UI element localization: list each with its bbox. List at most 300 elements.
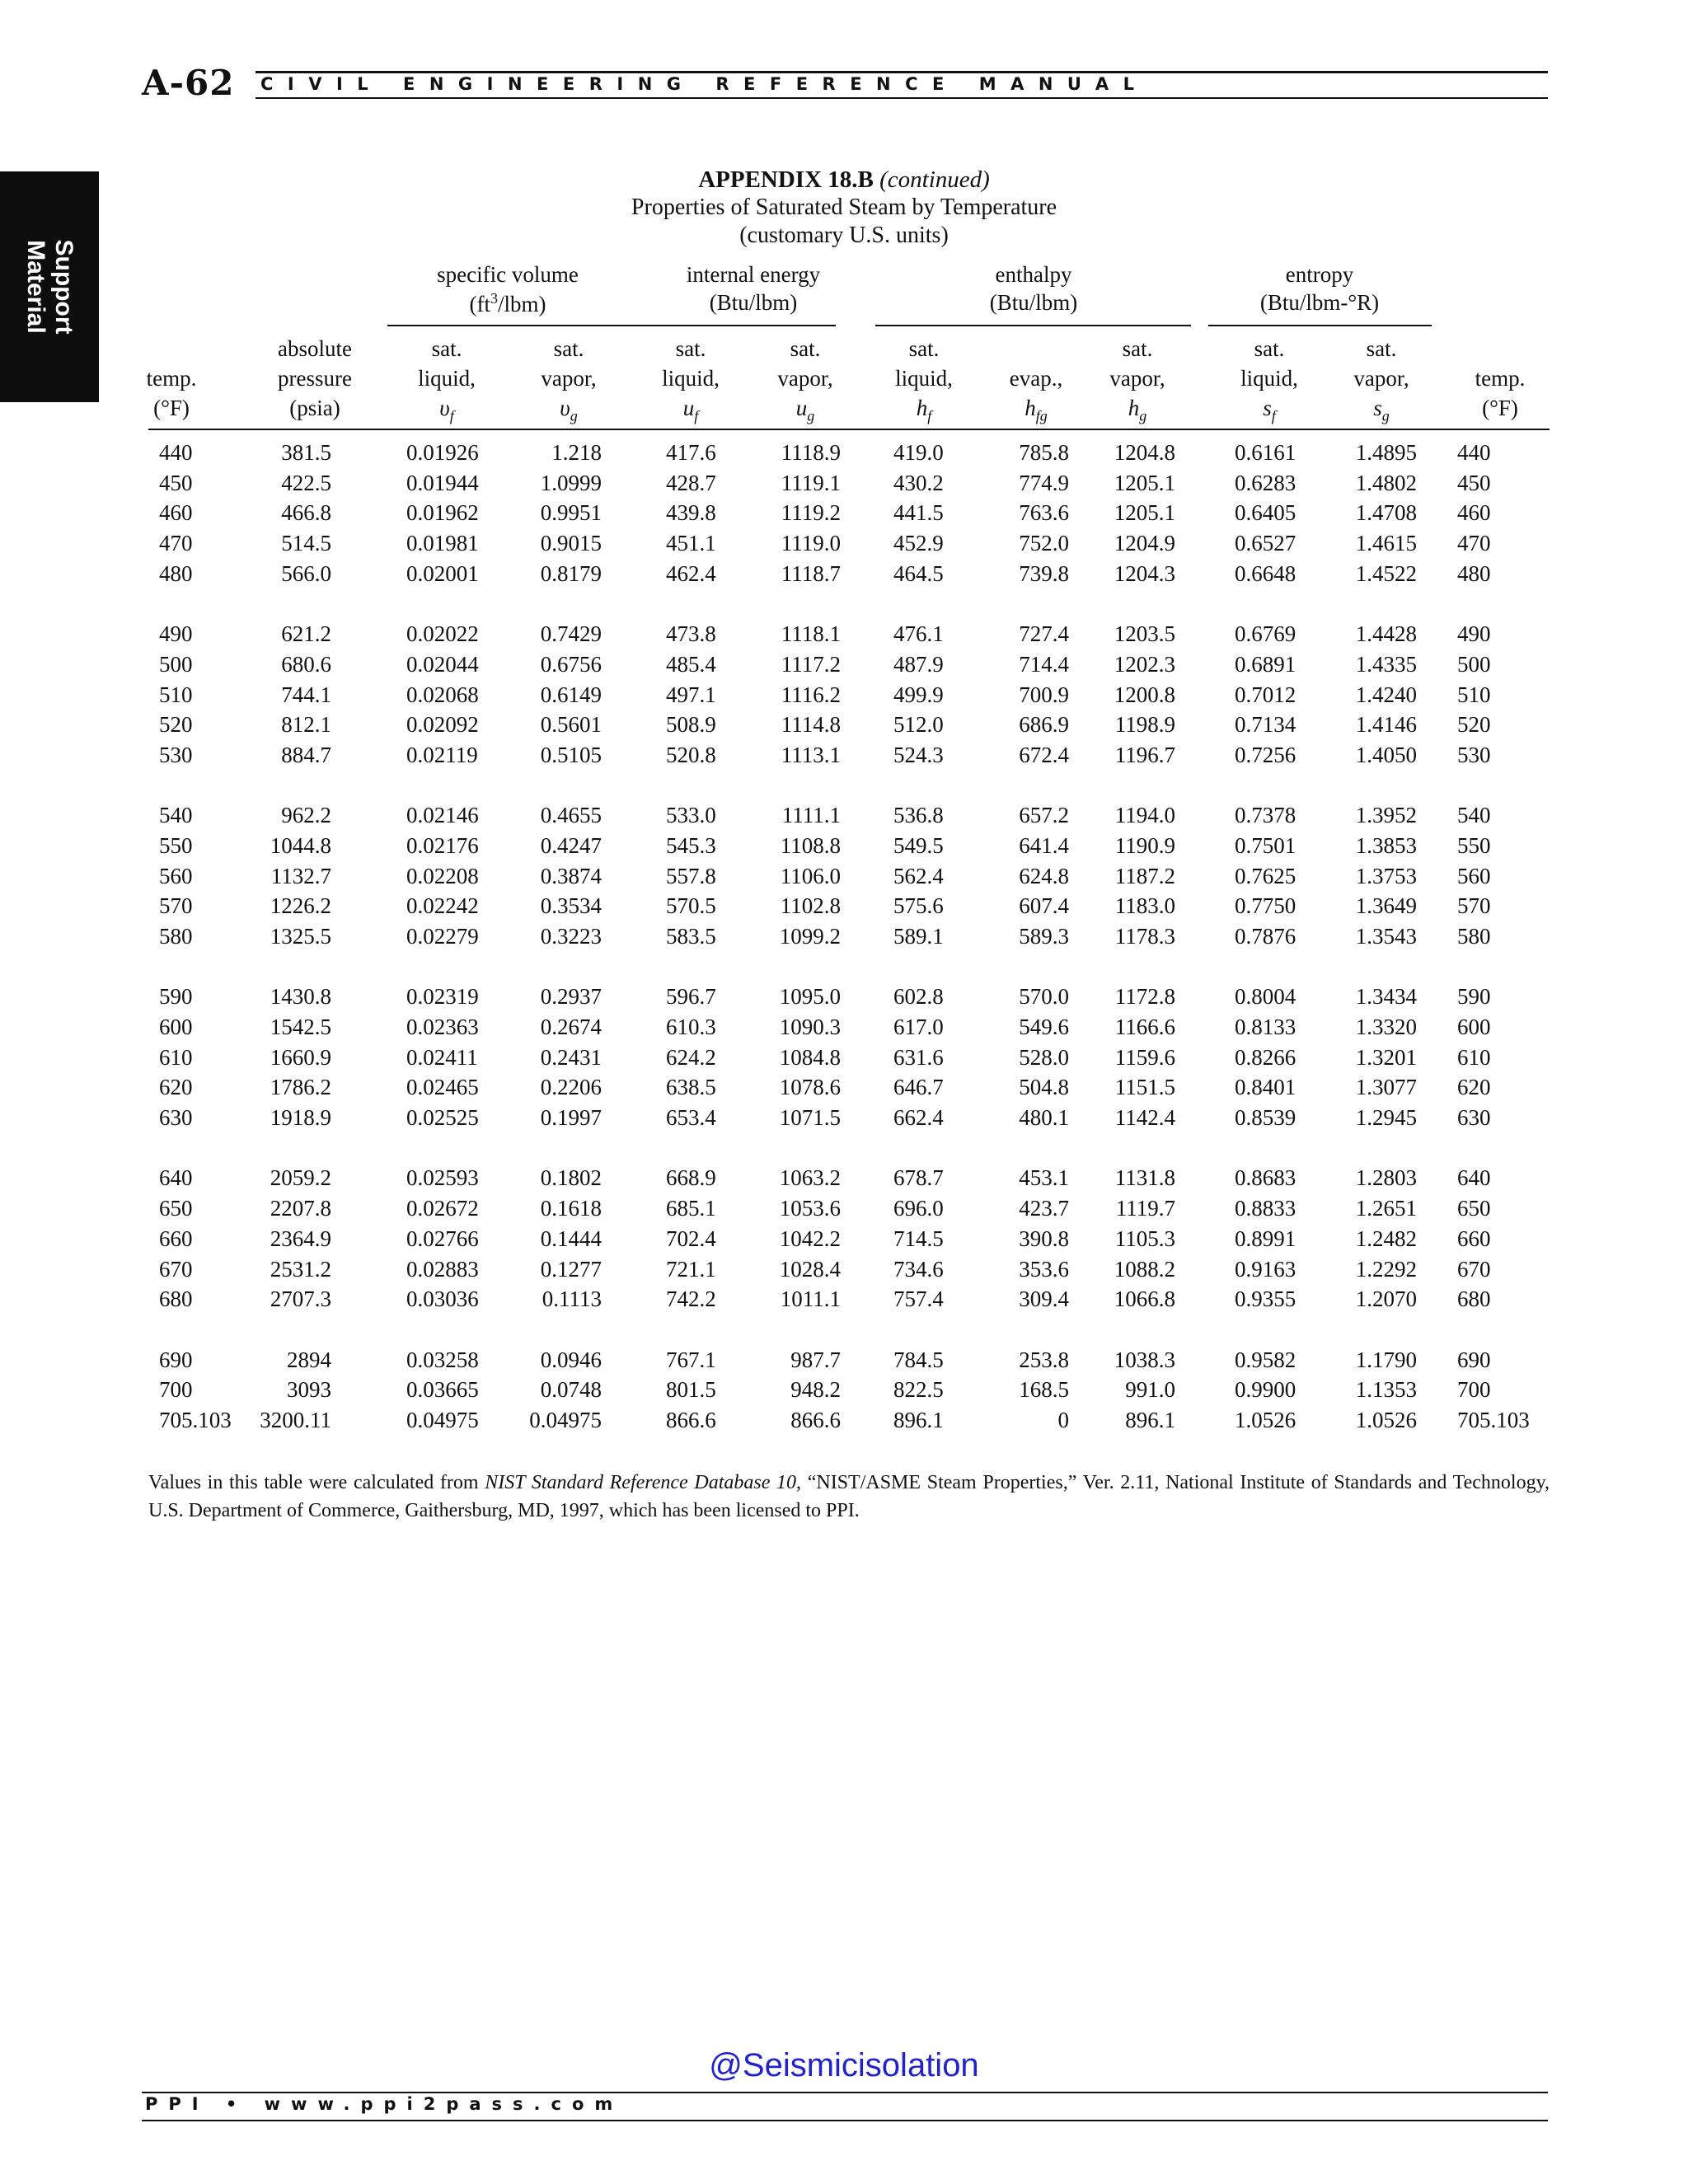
table-cell: 686.9 [1019, 712, 1069, 738]
table-footnote [148, 1469, 1550, 1525]
table-cell: 650 [159, 1196, 193, 1221]
table-cell: 560 [159, 863, 193, 888]
table-cell: 309.4 [1019, 1286, 1069, 1312]
table-cell: 460 [1457, 500, 1491, 526]
column-header-line2: liquid, [418, 366, 476, 391]
table-cell: 1131.8 [1114, 1165, 1175, 1191]
column-header-line1: sat. [1366, 336, 1397, 361]
table-cell: 549.5 [893, 832, 944, 858]
table-cell: 0.02146 [406, 803, 479, 828]
table-cell: 1084.8 [779, 1044, 841, 1070]
table-cell: 721.1 [666, 1256, 716, 1282]
table-cell: 650 [1457, 1196, 1491, 1221]
table-cell: 590 [159, 984, 193, 1010]
table-cell: 583.5 [666, 924, 716, 949]
table-cell: 0.02411 [406, 1044, 478, 1070]
table-cell: 0.1802 [540, 1165, 602, 1191]
table-cell: 0.02363 [406, 1015, 479, 1039]
table-cell: 0.02279 [406, 924, 479, 949]
table-cell: 0.1444 [540, 1226, 602, 1251]
table-cell: 596.7 [666, 984, 716, 1010]
table-cell: 480 [159, 560, 193, 586]
table-subtitle: Properties of Saturated Steam by Temperature [631, 194, 1057, 220]
group-header-rule [610, 325, 836, 326]
table-cell: 1.4428 [1355, 621, 1417, 647]
running-header-title: CIVIL ENGINEERING REFERENCE MANUAL [260, 74, 1149, 94]
table-cell: 390.8 [1019, 1226, 1069, 1251]
table-cell: 610 [159, 1044, 193, 1070]
table-cell: 1095.0 [779, 984, 841, 1010]
table-cell: 0.01944 [406, 470, 479, 495]
table-cell: 991.0 [1125, 1377, 1175, 1403]
table-cell: 1.0999 [540, 470, 602, 495]
column-header-line1: sat. [1122, 336, 1153, 361]
table-cell: 0.8683 [1235, 1165, 1296, 1191]
header-rule-lower [256, 97, 1548, 99]
table-cell: 1198.9 [1114, 712, 1175, 738]
table-cell: 812.1 [281, 712, 331, 738]
table-cell: 1.3649 [1355, 893, 1417, 919]
table-cell: 575.6 [893, 893, 944, 919]
table-cell: 0.7256 [1235, 742, 1296, 767]
table-cell: 450 [1457, 470, 1491, 495]
table-cell: 0.03036 [406, 1286, 479, 1312]
table-cell: 784.5 [893, 1347, 944, 1372]
table-cell: 1542.5 [270, 1015, 331, 1039]
table-cell: 2059.2 [270, 1165, 331, 1191]
table-cell: 690 [1457, 1347, 1491, 1372]
table-cell: 739.8 [1019, 560, 1069, 586]
table-cell: 1.4335 [1355, 651, 1417, 677]
group-header-rule [1208, 325, 1432, 326]
table-cell: 0.3874 [540, 863, 602, 888]
table-cell: 480 [1457, 560, 1491, 586]
table-cell: 508.9 [666, 712, 716, 738]
table-cell: 0.1277 [540, 1256, 602, 1282]
table-cell: 0.03665 [406, 1377, 479, 1403]
group-header-line2: (Btu/lbm-°R) [1259, 290, 1380, 315]
table-cell: 668.9 [666, 1165, 716, 1191]
table-cell: 2707.3 [270, 1286, 331, 1312]
column-header-symbol: $s_f$ [1263, 396, 1276, 424]
table-cell: 540 [1457, 803, 1491, 828]
table-cell: 1071.5 [779, 1105, 841, 1131]
table-cell: 0.9951 [540, 500, 602, 526]
continued-label: (continued) [879, 166, 990, 193]
table-cell: 0.3534 [540, 893, 602, 919]
table-cell: 1202.3 [1114, 651, 1175, 677]
group-header-line1: specific volume [437, 262, 579, 287]
table-cell: 453.1 [1019, 1165, 1069, 1191]
column-header-symbol: (psia) [289, 396, 340, 420]
table-cell: 602.8 [893, 984, 944, 1010]
table-cell: 3093 [287, 1377, 331, 1403]
table-cell: 1066.8 [1114, 1286, 1175, 1312]
table-cell: 480.1 [1019, 1105, 1069, 1131]
table-cell: 0 [1057, 1407, 1069, 1432]
table-cell: 801.5 [666, 1377, 716, 1403]
table-cell: 0.6648 [1235, 560, 1296, 586]
table-cell: 2894 [287, 1347, 331, 1372]
table-cell: 866.6 [666, 1407, 716, 1432]
table-cell: 1119.7 [1115, 1196, 1175, 1221]
table-cell: 621.2 [281, 621, 331, 647]
table-cell: 1.4522 [1355, 560, 1417, 586]
table-cell: 580 [159, 924, 193, 949]
table-cell: 0.0748 [540, 1377, 602, 1403]
column-header-symbol: $h_{fg}$ [1025, 396, 1048, 424]
table-cell: 490 [159, 621, 193, 647]
group-header-line2: $(ft^3/lbm)$ [469, 290, 546, 316]
table-cell: 948.2 [790, 1377, 841, 1403]
table-cell: 1183.0 [1114, 893, 1175, 919]
table-cell: 1118.7 [781, 560, 841, 586]
table-cell: 466.8 [281, 500, 331, 526]
table-cell: 670 [159, 1256, 193, 1282]
table-cell: 550 [1457, 832, 1491, 858]
table-cell: 500 [159, 651, 193, 677]
table-cell: 1119.1 [781, 470, 841, 495]
column-header-line2: liquid, [1240, 366, 1298, 391]
table-cell: 510 [159, 682, 193, 707]
table-cell: 1.218 [551, 440, 602, 465]
table-cell: 381.5 [281, 440, 331, 465]
table-cell: 672.4 [1019, 742, 1069, 767]
table-cell: 662.4 [893, 1105, 944, 1131]
table-cell: 1099.2 [779, 924, 841, 949]
table-cell: 0.7501 [1235, 832, 1296, 858]
table-cell: 680 [1457, 1286, 1491, 1312]
table-cell: 1660.9 [270, 1044, 331, 1070]
column-header-line2: vapor, [1109, 366, 1165, 391]
table-cell: 1205.1 [1114, 470, 1175, 495]
table-cell: 0.8539 [1235, 1105, 1296, 1131]
table-cell: 752.0 [1019, 531, 1069, 556]
table-cell: 670 [1457, 1256, 1491, 1282]
footnote-post: , “NIST/ASME Steam Properties,” Ver. 2.11, National Institute of Standards and Technology, U.S. Department of Commerce, Gaithersburg, MD, 1997, which has been licensed to PPI. [148, 1472, 1550, 1521]
table-cell: 620 [1457, 1075, 1491, 1100]
table-cell: 0.9015 [540, 531, 602, 556]
table-cell: 1114.8 [781, 712, 841, 738]
table-cell: 545.3 [666, 832, 716, 858]
table-cell: 1.2803 [1355, 1165, 1417, 1191]
table-cell: 423.7 [1019, 1196, 1069, 1221]
table-cell: 476.1 [893, 621, 944, 647]
table-cell: 1.2945 [1355, 1105, 1417, 1131]
table-cell: 549.6 [1019, 1015, 1069, 1039]
table-cell: 1117.2 [781, 651, 841, 677]
column-header-symbol: (°F) [1482, 396, 1518, 420]
table-cell: 1325.5 [270, 924, 331, 949]
table-cell: 1178.3 [1114, 924, 1175, 949]
table-cell: 0.9163 [1235, 1256, 1296, 1282]
table-cell: 624.8 [1019, 863, 1069, 888]
table-cell: 646.7 [893, 1075, 944, 1100]
table-cell: 896.1 [1125, 1407, 1175, 1432]
table-cell: 610 [1457, 1044, 1491, 1070]
table-cell: 0.8401 [1235, 1075, 1296, 1100]
table-cell: 0.5601 [540, 712, 602, 738]
table-cell: 0.02208 [406, 863, 479, 888]
table-cell: 742.2 [666, 1286, 716, 1312]
table-cell: 1028.4 [779, 1256, 841, 1282]
watermark-text: @Seismicisolation [709, 2047, 979, 2083]
table-cell: 607.4 [1019, 893, 1069, 919]
table-cell: 0.9582 [1235, 1347, 1296, 1372]
table-cell: 1.2482 [1355, 1226, 1417, 1251]
table-cell: 714.5 [893, 1226, 944, 1251]
table-cell: 0.4247 [540, 832, 602, 858]
table-cell: 487.9 [893, 651, 944, 677]
table-cell: 1038.3 [1114, 1347, 1175, 1372]
table-cell: 1088.2 [1114, 1256, 1175, 1282]
table-cell: 1196.7 [1114, 742, 1175, 767]
table-cell: 536.8 [893, 803, 944, 828]
side-tab-line2: Material [22, 240, 49, 334]
column-header-line1: sat. [553, 336, 584, 361]
table-cell: 1918.9 [270, 1105, 331, 1131]
table-cell: 1.1353 [1355, 1377, 1417, 1403]
table-cell: 0.02119 [406, 742, 478, 767]
table-cell: 700.9 [1019, 682, 1069, 707]
group-header-rule [387, 325, 628, 326]
table-cell: 0.02593 [406, 1165, 479, 1191]
table-cell: 1106.0 [780, 863, 841, 888]
table-header-rule [148, 429, 1550, 430]
table-cell: 0.7378 [1235, 803, 1296, 828]
header-rule [256, 71, 1548, 73]
table-cell: 866.6 [790, 1407, 841, 1432]
table-cell: 0.8266 [1235, 1044, 1296, 1070]
table-cell: 2207.8 [270, 1196, 331, 1221]
table-cell: 0.9355 [1235, 1286, 1296, 1312]
table-cell: 1011.1 [780, 1286, 841, 1312]
table-cell: 439.8 [666, 500, 716, 526]
table-cell: 464.5 [893, 560, 944, 586]
table-cell: 589.3 [1019, 924, 1069, 949]
column-header-line1: sat. [790, 336, 821, 361]
table-cell: 1194.0 [1114, 803, 1175, 828]
table-cell: 562.4 [893, 863, 944, 888]
table-cell: 3200.11 [260, 1407, 331, 1432]
table-cell: 1204.9 [1114, 531, 1175, 556]
page-number: A-62 [142, 63, 235, 103]
column-header-symbol: $\upsilon_f$ [439, 396, 454, 424]
group-header-line2: (Btu/lbm) [989, 290, 1078, 315]
table-cell: 0.04975 [529, 1407, 602, 1432]
table-cell: 0.0946 [540, 1347, 602, 1372]
table-cell: 884.7 [281, 742, 331, 767]
table-cell: 470 [1457, 531, 1491, 556]
table-cell: 0.7876 [1235, 924, 1296, 949]
column-header-line2: temp. [146, 366, 197, 391]
table-cell: 530 [1457, 742, 1491, 767]
table-cell: 353.6 [1019, 1256, 1069, 1282]
table-cell: 0.2937 [540, 984, 602, 1010]
table-cell: 0.02465 [406, 1075, 479, 1100]
table-cell: 1.2070 [1355, 1286, 1417, 1312]
table-cell: 1090.3 [779, 1015, 841, 1039]
column-header-symbol: $\upsilon_g$ [560, 396, 578, 424]
table-cell: 570.0 [1019, 984, 1069, 1010]
table-cell: 512.0 [893, 712, 944, 738]
table-cell: 1.2651 [1355, 1196, 1417, 1221]
table-cell: 690 [159, 1347, 193, 1372]
table-cell: 896.1 [893, 1407, 944, 1432]
table-cell: 0.9900 [1235, 1377, 1296, 1403]
table-cell: 678.7 [893, 1165, 944, 1191]
table-cell: 570 [159, 893, 193, 919]
table-cell: 419.0 [893, 440, 944, 465]
table-cell: 1.3201 [1355, 1044, 1417, 1070]
table-cell: 1.3952 [1355, 803, 1417, 828]
table-cell: 441.5 [893, 500, 944, 526]
table-cell: 460 [159, 500, 193, 526]
table-cell: 1172.8 [1114, 984, 1175, 1010]
table-cell: 600 [159, 1015, 193, 1039]
column-header-symbol: (°F) [153, 396, 190, 420]
table-cell: 1.4895 [1355, 440, 1417, 465]
table-cell: 0.7625 [1235, 863, 1296, 888]
table-cell: 757.4 [893, 1286, 944, 1312]
table-cell: 1108.8 [780, 832, 841, 858]
table-cell: 1.3853 [1355, 832, 1417, 858]
table-cell: 1.3543 [1355, 924, 1417, 949]
table-cell: 0.02176 [406, 832, 479, 858]
table-cell: 767.1 [666, 1347, 716, 1372]
table-cell: 0.3223 [540, 924, 602, 949]
table-cell: 2531.2 [270, 1256, 331, 1282]
table-cell: 504.8 [1019, 1075, 1069, 1100]
table-cell: 610.3 [666, 1015, 716, 1039]
footnote-source: NIST Standard Reference Database 10 [485, 1472, 797, 1493]
table-cell: 1118.9 [781, 440, 841, 465]
table-cell: 653.4 [666, 1105, 716, 1131]
table-cell: 0.2206 [540, 1075, 602, 1100]
table-cell: 0.6405 [1235, 500, 1296, 526]
column-header-line1: sat. [675, 336, 706, 361]
table-cell: 1132.7 [270, 863, 331, 888]
table-cell: 1.3753 [1355, 863, 1417, 888]
table-cell: 734.6 [893, 1256, 944, 1282]
table-cell: 620 [159, 1075, 193, 1100]
table-cell: 702.4 [666, 1226, 716, 1251]
column-header-line1: absolute [278, 336, 352, 361]
table-cell: 0.8991 [1235, 1226, 1296, 1251]
appendix-title [0, 166, 1688, 194]
table-cell: 0.4655 [540, 803, 602, 828]
table-cell: 0.6283 [1235, 470, 1296, 495]
footnote-pre: Values in this table were calculated from [148, 1472, 485, 1493]
table-cell: 0.7750 [1235, 893, 1296, 919]
table-cell: 1.2292 [1355, 1256, 1417, 1282]
table-cell: 641.4 [1019, 832, 1069, 858]
footer-rule-lower [142, 2120, 1548, 2121]
table-cell: 566.0 [281, 560, 331, 586]
table-cell: 700 [1457, 1377, 1491, 1403]
column-header-line2: pressure [278, 366, 352, 391]
table-cell: 1430.8 [270, 984, 331, 1010]
table-cell: 1.4146 [1355, 712, 1417, 738]
table-cell: 520 [1457, 712, 1491, 738]
table-cell: 680.6 [281, 651, 331, 677]
table-cell: 0.02525 [406, 1105, 479, 1131]
table-cell: 640 [159, 1165, 193, 1191]
table-cell: 570.5 [666, 893, 716, 919]
table-cell: 1063.2 [779, 1165, 841, 1191]
table-cell: 1200.8 [1114, 682, 1175, 707]
table-cell: 0.8133 [1235, 1015, 1296, 1039]
table-cell: 763.6 [1019, 500, 1069, 526]
table-cell: 1.3320 [1355, 1015, 1417, 1039]
appendix-number: APPENDIX 18.B [698, 166, 874, 193]
table-cell: 1.3077 [1355, 1075, 1417, 1100]
column-header-line2: vapor, [541, 366, 597, 391]
table-cell: 451.1 [666, 531, 716, 556]
table-cell: 1142.4 [1114, 1105, 1175, 1131]
table-cell: 450 [159, 470, 193, 495]
table-cell: 1205.1 [1114, 500, 1175, 526]
table-cell: 590 [1457, 984, 1491, 1010]
table-cell: 440 [1457, 440, 1491, 465]
table-cell: 1203.5 [1114, 621, 1175, 647]
table-cell: 0.6891 [1235, 651, 1296, 677]
table-cell: 1078.6 [779, 1075, 841, 1100]
table-cell: 557.8 [666, 863, 716, 888]
table-cell: 1044.8 [270, 832, 331, 858]
table-cell: 638.5 [666, 1075, 716, 1100]
table-cell: 987.7 [790, 1347, 841, 1372]
table-cell: 1.4050 [1355, 742, 1417, 767]
table-cell: 0.02672 [406, 1196, 479, 1221]
column-header-line2: liquid, [895, 366, 953, 391]
table-cell: 1159.6 [1114, 1044, 1175, 1070]
table-cell: 774.9 [1019, 470, 1069, 495]
table-cell: 962.2 [281, 803, 331, 828]
table-cell: 0.02092 [406, 712, 479, 738]
table-cell: 0.1618 [540, 1196, 602, 1221]
table-cell: 510 [1457, 682, 1491, 707]
column-header-symbol: $u_g$ [795, 396, 815, 424]
group-header-line1: entropy [1285, 262, 1354, 287]
table-cell: 657.2 [1019, 803, 1069, 828]
table-cell: 1226.2 [270, 893, 331, 919]
footer-rule [142, 2092, 1548, 2093]
table-cell: 540 [159, 803, 193, 828]
table-cell: 0.02022 [406, 621, 479, 647]
table-cell: 2364.9 [270, 1226, 331, 1251]
group-header-line1: enthalpy [995, 262, 1072, 287]
table-cell: 0.04975 [406, 1407, 479, 1432]
table-cell: 1.1790 [1355, 1347, 1417, 1372]
table-cell: 0.6527 [1235, 531, 1296, 556]
table-cell: 630 [159, 1105, 193, 1131]
table-cell: 1102.8 [780, 893, 841, 919]
table-cell: 0.01926 [406, 440, 479, 465]
table-cell: 440 [159, 440, 193, 465]
table-cell: 589.1 [893, 924, 944, 949]
group-header-line1: internal energy [686, 262, 821, 287]
table-cell: 1.4708 [1355, 500, 1417, 526]
table-cell: 0.8833 [1235, 1196, 1296, 1221]
table-cell: 1105.3 [1114, 1226, 1175, 1251]
table-cell: 580 [1457, 924, 1491, 949]
column-header-symbol: $s_g$ [1373, 396, 1390, 424]
table-cell: 452.9 [893, 531, 944, 556]
column-header-line1: sat. [1254, 336, 1285, 361]
table-cell: 0.7012 [1235, 682, 1296, 707]
table-cell: 0.7134 [1235, 712, 1296, 738]
